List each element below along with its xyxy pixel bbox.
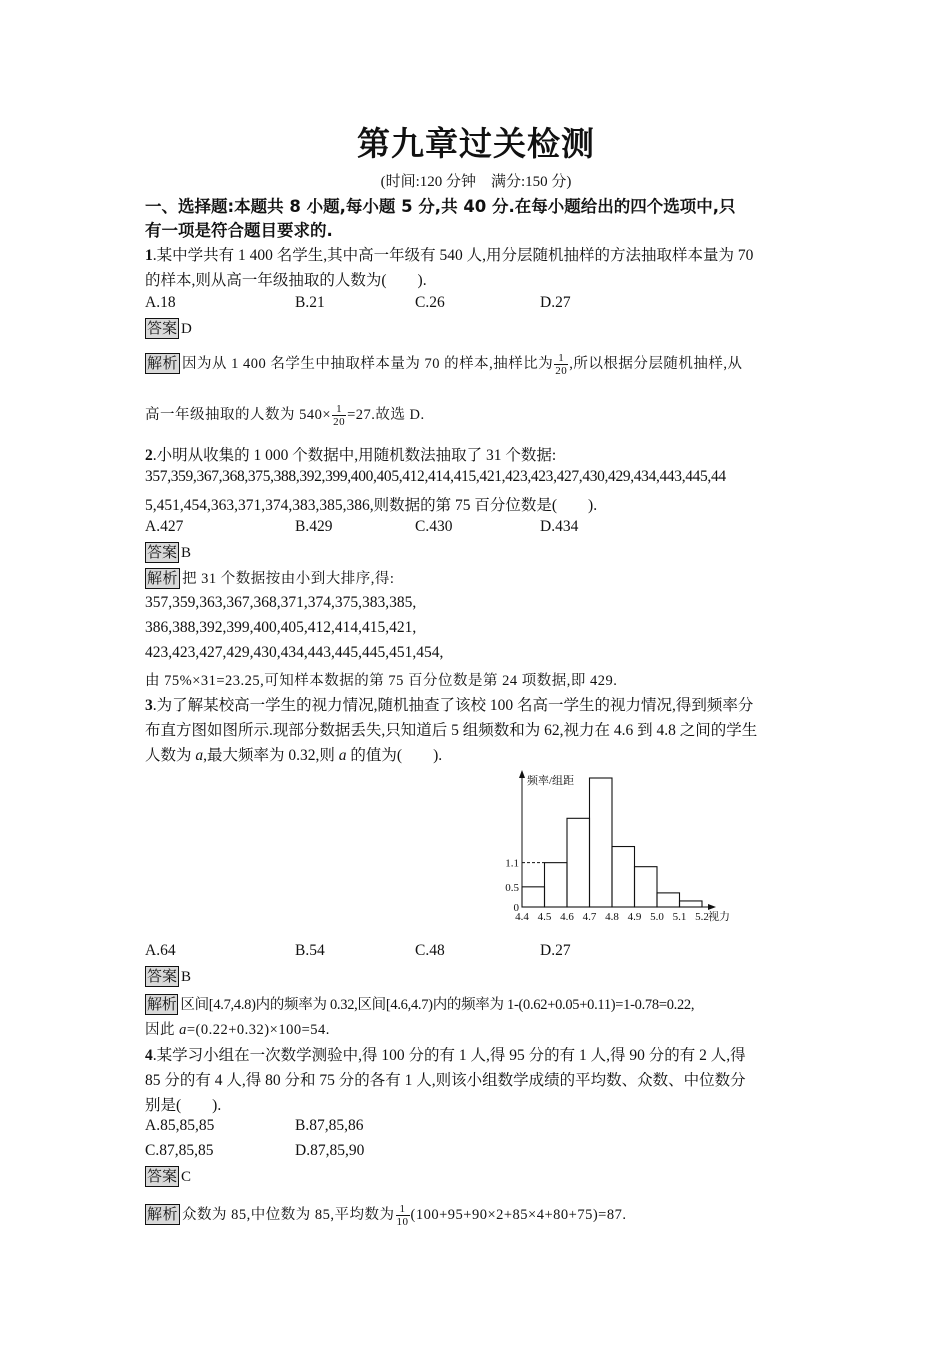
- analysis-label: 解析: [147, 995, 177, 1013]
- q1-text1: .某中学共有 1 400 名学生,其中高一年级有 540 人,用分层随机抽样的方法抽取样本量为 70: [152, 247, 754, 264]
- q2-analysis-text1: 把 31 个数据按由小到大排序,得:: [182, 571, 395, 587]
- q3-option-d: D.27: [540, 942, 571, 959]
- y-tick-label: 0.5: [505, 881, 519, 894]
- x-tick-label: 4.8: [605, 911, 619, 923]
- q1-analysis-line1: [145, 352, 743, 377]
- q1-line2: 的样本,则从高一年级抽取的人数为( ).: [145, 272, 427, 289]
- x-tick-label: 4.5: [537, 911, 552, 923]
- q4-option-b: B.87,85,86: [295, 1117, 364, 1134]
- q1-analysis-line2: [145, 403, 425, 428]
- x-tick-label: 5.0: [650, 911, 664, 923]
- q3-number: 3: [145, 697, 153, 714]
- y-axis-label: 频率/组距: [527, 775, 575, 787]
- histogram-bar: [635, 867, 658, 907]
- q3-analysis-text1: 区间[4.7,4.8)内的频率为 0.32,区间[4.6,4.7)内的频率为 1-(0.62+0.05+0.11)=1-0.78=0.22,: [180, 997, 695, 1013]
- q4-answer-value: C: [181, 1169, 192, 1185]
- histogram-bar: [657, 893, 680, 907]
- q1-number: 1: [145, 247, 153, 264]
- q1-line1: [145, 243, 753, 265]
- q2-answer: [145, 542, 191, 563]
- x-tick-label: 4.7: [582, 911, 597, 923]
- q3-text3c: 的值为( ).: [346, 747, 443, 764]
- q1-answer-value: D: [181, 321, 192, 337]
- analysis-label: 解析: [147, 1205, 179, 1223]
- x-tick-label: 5.2: [695, 911, 709, 923]
- q1-analysis-text-c: 高一年级抽取的人数为 540×: [145, 407, 332, 423]
- q4-line3: 别是( ).: [145, 1097, 222, 1114]
- q2-option-d: D.434: [540, 518, 579, 535]
- q3-option-b: B.54: [295, 942, 325, 959]
- section-heading-line1: 一、选择题:本题共 8 小题,每小题 5 分,共 40 分.在每小题给出的四个选项中,只: [145, 197, 736, 216]
- q4-option-d: D.87,85,90: [295, 1142, 365, 1159]
- q3-text3b: ,最大频率为 0.32,则: [203, 747, 339, 764]
- x-tick-label: 4.9: [627, 911, 642, 923]
- section-heading-line2: 有一项是符合题目要求的.: [145, 221, 333, 240]
- q3-answer-value: B: [181, 969, 192, 985]
- q1-fraction-2-num: 1: [332, 403, 346, 416]
- histogram-bar: [522, 887, 545, 907]
- q2-analysis-line5: 由 75%×31=23.25,可知样本数据的第 75 百分位数是第 24 项数据,即 429.: [145, 673, 618, 689]
- y-tick-label: 1.1: [505, 857, 519, 870]
- q3-text3a: 人数为: [145, 747, 196, 764]
- q2-analysis-line2: 357,359,363,367,368,371,374,375,383,385,: [145, 594, 417, 611]
- q2-text1: .小明从收集的 1 000 个数据中,用随机数法抽取了 31 个数据:: [152, 447, 557, 464]
- q2-analysis-line3: 386,388,392,399,400,405,412,414,415,421,: [145, 619, 417, 636]
- q2-number: 2: [145, 447, 153, 464]
- histogram-bar: [680, 901, 703, 907]
- q2-line1: [145, 443, 556, 465]
- answer-label: 答案: [147, 543, 178, 561]
- q1-option-b: B.21: [295, 294, 325, 311]
- x-axis-arrow: [708, 904, 716, 910]
- q4-line1: [145, 1043, 746, 1065]
- q3-option-a: A.64: [145, 942, 176, 959]
- q4-answer: [145, 1166, 191, 1187]
- q1-fraction-1-num: 1: [554, 352, 568, 365]
- q2-option-a: A.427: [145, 518, 184, 535]
- histogram-layer: [505, 770, 730, 923]
- q3-line2: 布直方图如图所示.现部分数据丢失,只知道后 5 组频数和为 62,视力在 4.6 到 4.8 之间的学生: [145, 722, 758, 739]
- q4-fraction-num: 1: [396, 1203, 410, 1216]
- q4-option-c: C.87,85,85: [145, 1142, 214, 1159]
- q3-line1: [145, 693, 753, 715]
- x-tick-label: 5.1: [672, 911, 687, 923]
- analysis-label: 解析: [147, 569, 179, 587]
- q1-fraction-1: [554, 352, 568, 377]
- q4-analysis-line1: [145, 1203, 626, 1228]
- q3-analysis-line1: [145, 993, 694, 1015]
- q2-line3: 5,451,454,363,371,374,383,385,386,则数据的第 75 百分位数是( ).: [145, 497, 598, 514]
- answer-label: 答案: [147, 967, 178, 985]
- q3-analysis-text2b: =(0.22+0.32)×100=54.: [186, 1022, 330, 1038]
- answer-label: 答案: [147, 1167, 178, 1185]
- q3-analysis-var-a: a: [179, 1022, 187, 1038]
- q4-number: 4: [145, 1047, 153, 1064]
- q1-option-a: A.18: [145, 294, 176, 311]
- q3-var-a: a: [195, 747, 204, 764]
- q4-analysis-text-b: (100+95+90×2+85×4+80+75)=87.: [410, 1207, 627, 1223]
- q3-line3: [145, 743, 442, 765]
- x-tick-label: 4.6: [560, 911, 574, 923]
- q3-var-a-2: a: [338, 747, 347, 764]
- q4-fraction: [396, 1203, 410, 1228]
- q2-answer-value: B: [181, 545, 192, 561]
- q2-analysis-line4: 423,423,427,429,430,434,443,445,445,451,454,: [145, 644, 444, 661]
- q4-option-a: A.85,85,85: [145, 1117, 215, 1134]
- q1-answer: [145, 318, 192, 339]
- q2-line2: 357,359,367,368,375,388,392,399,400,405,412,414,415,421,423,423,427,430,429,434,443,445,44: [145, 468, 726, 485]
- histogram-chart: [355, 770, 730, 930]
- q1-option-c: C.26: [415, 294, 445, 311]
- q1-option-d: D.27: [540, 294, 571, 311]
- x-tick-label: 4.4: [515, 911, 529, 923]
- q4-fraction-den: 10: [396, 1216, 409, 1229]
- histogram-bar: [545, 863, 568, 907]
- q3-text1: .为了解某校高一学生的视力情况,随机抽查了该校 100 名高一学生的视力情况,得到频率分: [152, 697, 754, 714]
- q1-fraction-2: [332, 403, 346, 428]
- q1-analysis-text-a: 因为从 1 400 名学生中抽取样本量为 70 的样本,抽样比为: [182, 356, 554, 372]
- q2-analysis-line1: [145, 567, 394, 589]
- q3-analysis-line2: [145, 1018, 330, 1039]
- q4-line2: 85 分的有 4 人,得 80 分和 75 分的各有 1 人,则该小组数学成绩的平均数、众数、中位数分: [145, 1072, 746, 1089]
- q2-option-c: C.430: [415, 518, 453, 535]
- x-axis-label: 视力: [708, 911, 730, 923]
- q4-analysis-text-a: 众数为 85,中位数为 85,平均数为: [182, 1207, 395, 1223]
- histogram-bar: [590, 778, 613, 907]
- histogram-bar: [612, 847, 635, 907]
- q1-analysis-text-d: =27.故选 D.: [347, 407, 425, 423]
- q2-option-b: B.429: [295, 518, 333, 535]
- answer-label: 答案: [147, 319, 178, 337]
- q1-fraction-1-den: 20: [555, 365, 568, 378]
- q1-fraction-2-den: 20: [333, 416, 346, 429]
- q3-analysis-text2a: 因此: [145, 1022, 180, 1038]
- q3-option-c: C.48: [415, 942, 445, 959]
- y-axis-arrow: [519, 770, 525, 778]
- y-tick-label: 0: [513, 902, 519, 914]
- analysis-label: 解析: [147, 354, 179, 372]
- q1-analysis-text-b: ,所以根据分层随机抽样,从: [569, 356, 743, 372]
- page-subtitle: (时间:120 分钟 满分:150 分): [380, 174, 572, 190]
- q4-text1: .某学习小组在一次数学测验中,得 100 分的有 1 人,得 95 分的有 1 人,得 90 分的有 2 人,得: [152, 1047, 746, 1064]
- q3-answer: [145, 966, 191, 987]
- histogram-bar: [567, 818, 590, 907]
- page-title: 第九章过关检测: [357, 124, 595, 163]
